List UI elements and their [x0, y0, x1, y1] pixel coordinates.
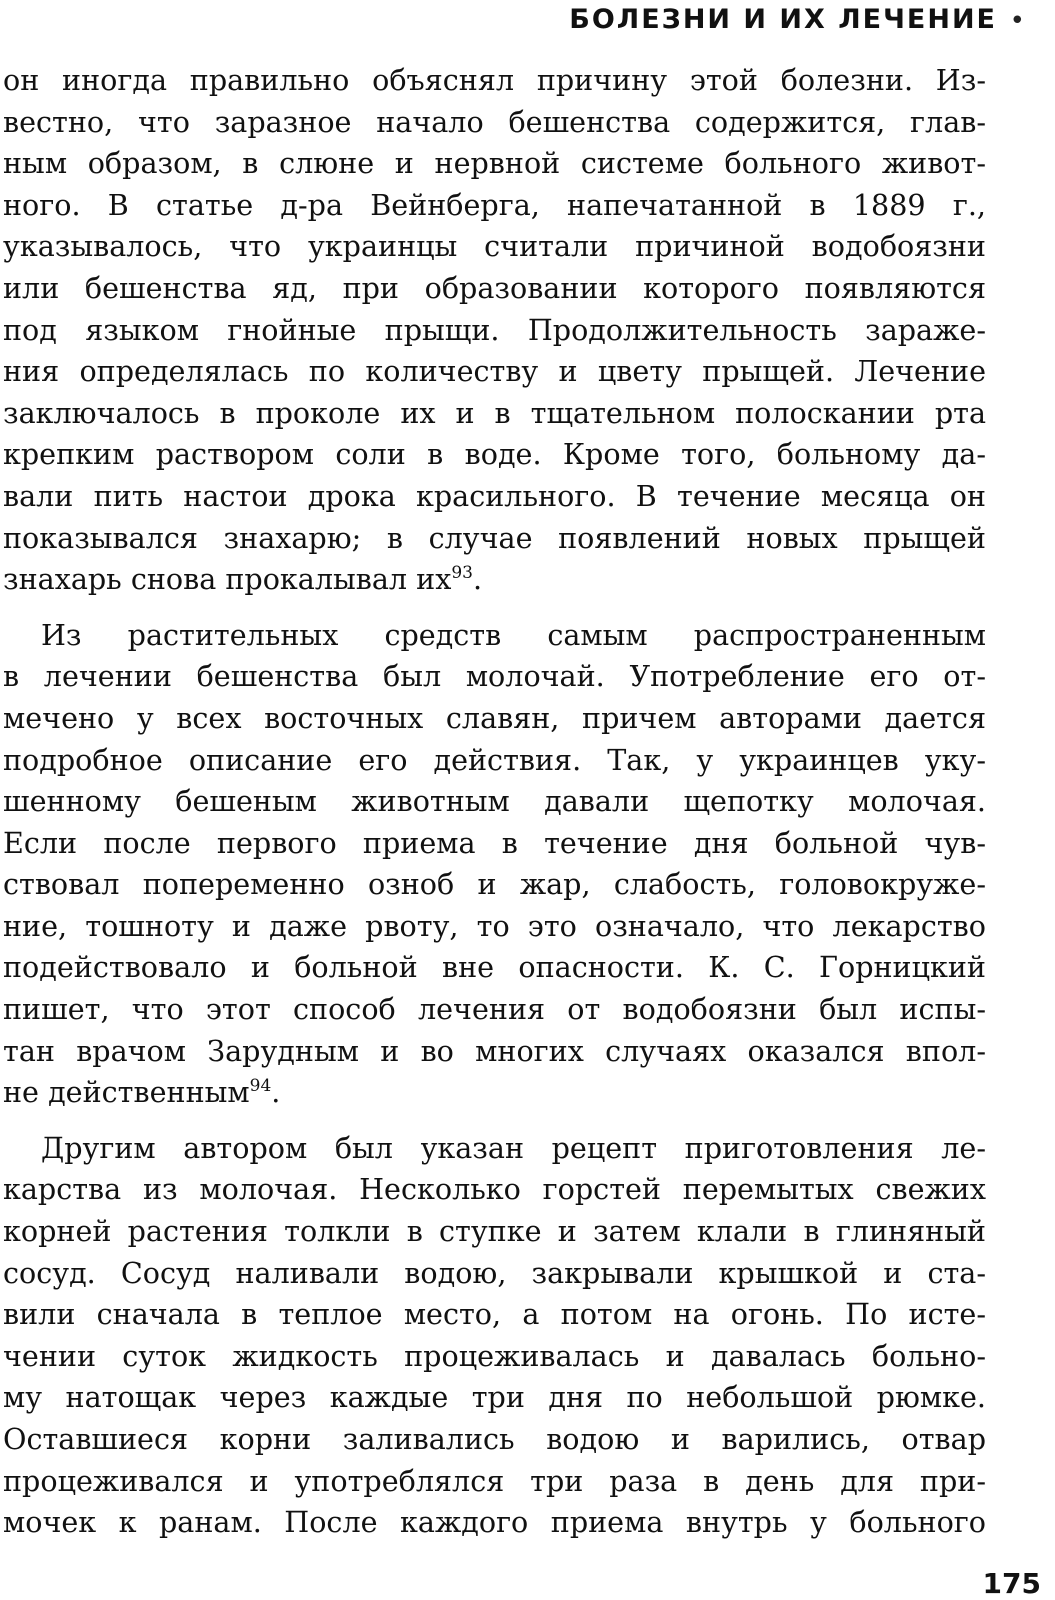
footnote-marker-94[interactable]: 94: [249, 1076, 272, 1097]
text-line: подействовало и больной вне опасности. К. С. Горницкий: [3, 950, 986, 985]
page-number: 175: [982, 1567, 1041, 1600]
paragraph-3: [3, 1128, 986, 1544]
text-line: пишет, что этот способ лечения от водобоязни был испы-: [3, 992, 986, 1027]
text-line: ным образом, в слюне и нервной системе больного живот-: [3, 146, 986, 181]
text-line: ствовал попеременно озноб и жар, слабость, головокруже-: [3, 867, 986, 902]
text-line: Другим автором был указан рецепт приготовления ле-: [41, 1130, 986, 1165]
text-line: чении суток жидкость процеживалась и давалась больно-: [3, 1338, 986, 1373]
text-line: он иногда правильно объяснял причину этой болезни. Из-: [3, 63, 986, 97]
text-line: ние, тошноту и даже рвоту, то это означало, что лекарство: [3, 908, 986, 943]
text-line: Оставшиеся корни заливались водою и варились, отвар: [3, 1422, 986, 1456]
text-line: ния определялась по количеству и цвету прыщей. Лечение: [3, 354, 986, 389]
text-line: подробное описание его действия. Так, у украинцев уку-: [3, 742, 986, 777]
text-line: в лечении бешенства был молочай. Употребление его от-: [3, 659, 986, 694]
text-line: му натощак через каждые три дня по небольшой рюмке.: [3, 1380, 986, 1415]
text-line: вестно, что заразное начало бешенства содержится, глав-: [3, 104, 986, 139]
line-end-punct: .: [473, 562, 483, 597]
text-line: ного. В статье д-ра Вейнберга, напечатанной в 1889 г.,: [3, 187, 986, 222]
text-line: крепким раствором соли в воде. Кроме того, больному да-: [3, 437, 986, 472]
paragraph-2: [3, 615, 986, 1114]
text-line: заключалось в проколе их и в тщательном полоскании рта: [3, 395, 986, 430]
text-line: показывался знахарю; в случае появлений новых прыщей: [3, 520, 986, 555]
text-line: тан врачом Зарудным и во многих случаях оказался впол-: [3, 1033, 986, 1068]
line-end-punct: .: [271, 1075, 281, 1110]
paragraph-1: [3, 60, 986, 601]
text-line: Если после первого приема в течение дня больной чув-: [3, 825, 986, 860]
body-text: [3, 60, 986, 1544]
text-line: Из растительных средств самым распространенным: [41, 617, 986, 652]
text-line: под языком гнойные прыщи. Продолжительность зараже-: [3, 312, 986, 347]
footnote-marker-93[interactable]: 93: [451, 563, 473, 584]
text-line-last: [3, 559, 986, 601]
text-line: процеживался и употреблялся три раза в день для при-: [3, 1463, 986, 1498]
last-line-text: знахарь снова прокалывал их: [3, 562, 452, 597]
text-line: вали пить настои дрока красильного. В течение месяца он: [3, 478, 986, 513]
text-line: шенному бешеным животным давали щепотку молочая.: [3, 784, 986, 819]
running-header: БОЛЕЗНИ И ИХ ЛЕЧЕНИЕ: [569, 4, 997, 35]
text-line: корней растения толкли в ступке и затем клали в глиняный: [3, 1214, 986, 1249]
last-line-text: не действенным: [3, 1075, 250, 1110]
text-line: мочек к ранам. После каждого приема внутрь у больного: [3, 1505, 986, 1540]
text-line: сосуд. Сосуд наливали водою, закрывали крышкой и ста-: [3, 1255, 986, 1290]
text-line-last: [3, 1072, 986, 1114]
text-line: указывалось, что украинцы считали причиной водобоязни: [3, 229, 986, 264]
text-line: вили сначала в теплое место, а потом на огонь. По исте-: [3, 1297, 986, 1332]
text-line: или бешенства яд, при образовании которого появляются: [3, 270, 986, 305]
header-ornament: •: [1009, 6, 1025, 36]
text-line: карства из молочая. Несколько горстей перемытых свежих: [3, 1172, 986, 1207]
text-line: мечено у всех восточных славян, причем авторами дается: [3, 700, 986, 735]
